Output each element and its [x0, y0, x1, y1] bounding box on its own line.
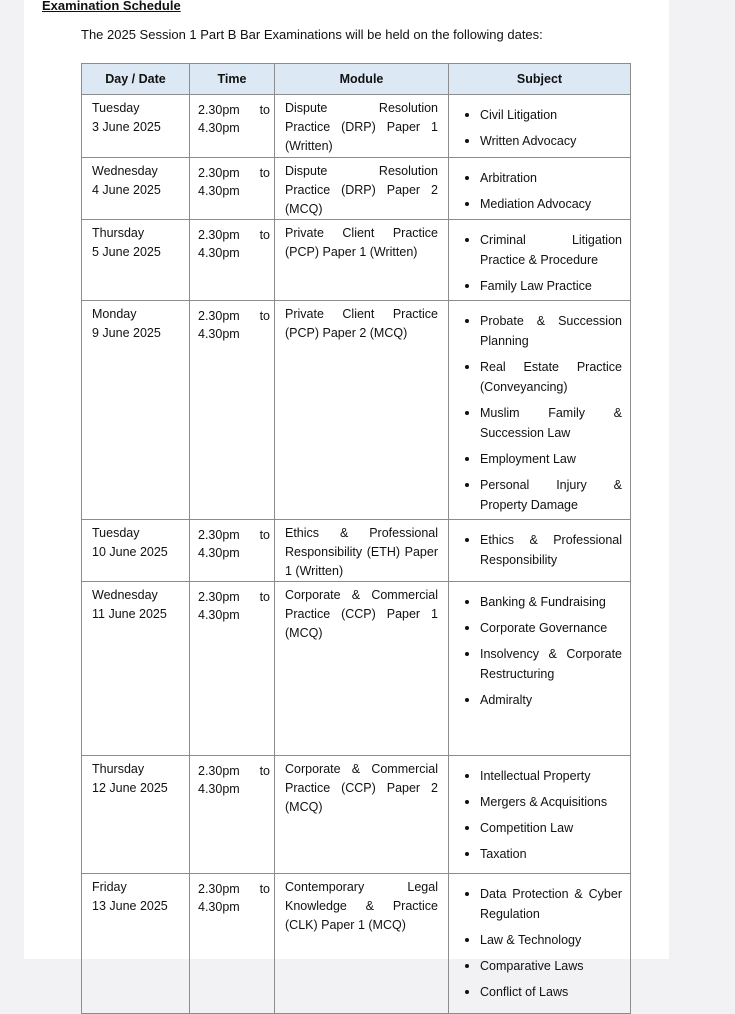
time-to: to: [259, 309, 270, 323]
time-end: 4.30pm: [198, 782, 240, 796]
time-start: 2.30pm: [198, 103, 240, 117]
date-label: 5 June 2025: [92, 245, 161, 259]
day-label: Wednesday: [92, 164, 158, 178]
subject-list: [480, 168, 622, 214]
day-date-cell: [82, 301, 190, 520]
subject-item: Corporate Governance: [459, 618, 622, 638]
date-label: 4 June 2025: [92, 183, 161, 197]
day-label: Wednesday: [92, 588, 158, 602]
subject-item: Employment Law: [459, 449, 622, 469]
table-row: [82, 158, 631, 220]
subject-cell: [449, 582, 631, 756]
subject-item: Muslim Family & Succession Law: [459, 403, 622, 443]
time-to: to: [259, 764, 270, 778]
subject-item: Competition Law: [459, 818, 622, 838]
module-cell: Dispute Resolution Practice (DRP) Paper 2 (MCQ): [275, 158, 449, 220]
column-header-subject: Subject: [449, 64, 631, 95]
time-to: to: [259, 590, 270, 604]
exam-schedule-table: [81, 63, 631, 1014]
subject-list: [480, 766, 622, 864]
subject-item: Criminal Litigation Practice & Procedure: [459, 230, 622, 270]
time-start: 2.30pm: [198, 528, 240, 542]
subject-item: Banking & Fundraising: [459, 592, 622, 612]
intro-paragraph: The 2025 Session 1 Part B Bar Examinations will be held on the following dates:: [81, 27, 543, 42]
time-end: 4.30pm: [198, 608, 240, 622]
time-start: 2.30pm: [198, 590, 240, 604]
time-end: 4.30pm: [198, 184, 240, 198]
date-label: 10 June 2025: [92, 545, 168, 559]
day-date-cell: [82, 158, 190, 220]
time-end: 4.30pm: [198, 327, 240, 341]
time-cell: [190, 582, 275, 756]
time-end: 4.30pm: [198, 246, 240, 260]
time-cell: [190, 301, 275, 520]
date-label: 12 June 2025: [92, 781, 168, 795]
module-cell: Contemporary Legal Knowledge & Practice (CLK) Paper 1 (MCQ): [275, 874, 449, 1014]
subject-item: Personal Injury & Property Damage: [459, 475, 622, 515]
day-label: Friday: [92, 880, 127, 894]
column-header-time: Time: [190, 64, 275, 95]
time-cell: [190, 220, 275, 301]
time-start: 2.30pm: [198, 166, 240, 180]
date-label: 13 June 2025: [92, 899, 168, 913]
day-label: Tuesday: [92, 526, 140, 540]
subject-cell: [449, 95, 631, 158]
time-cell: [190, 158, 275, 220]
module-cell: Private Client Practice (PCP) Paper 1 (Written): [275, 220, 449, 301]
time-start: 2.30pm: [198, 309, 240, 323]
subject-list: [480, 105, 622, 151]
column-header-day-date: Day / Date: [82, 64, 190, 95]
day-label: Monday: [92, 307, 137, 321]
time-to: to: [259, 228, 270, 242]
time-end: 4.30pm: [198, 546, 240, 560]
subject-item: Written Advocacy: [459, 131, 622, 151]
day-date-cell: [82, 520, 190, 582]
subject-cell: [449, 301, 631, 520]
subject-item: Intellectual Property: [459, 766, 622, 786]
section-heading: Examination Schedule: [42, 0, 181, 13]
date-label: 3 June 2025: [92, 120, 161, 134]
subject-item: Family Law Practice: [459, 276, 622, 296]
table-row: [82, 95, 631, 158]
time-cell: [190, 874, 275, 1014]
subject-item: Real Estate Practice (Conveyancing): [459, 357, 622, 397]
subject-list: [480, 884, 622, 1002]
subject-list: [480, 592, 622, 710]
time-to: to: [259, 528, 270, 542]
subject-item: Insolvency & Corporate Restructuring: [459, 644, 622, 684]
subject-cell: [449, 158, 631, 220]
subject-item: Probate & Succession Planning: [459, 311, 622, 351]
subject-list: [480, 530, 622, 570]
subject-item: Data Protection & Cyber Regulation: [459, 884, 622, 924]
subject-item: Conflict of Laws: [459, 982, 622, 1002]
time-cell: [190, 520, 275, 582]
date-label: 9 June 2025: [92, 326, 161, 340]
time-start: 2.30pm: [198, 882, 240, 896]
subject-cell: [449, 874, 631, 1014]
day-date-cell: [82, 582, 190, 756]
subject-cell: [449, 756, 631, 874]
subject-item: Mediation Advocacy: [459, 194, 622, 214]
table-header-row: [82, 64, 631, 95]
column-header-module: Module: [275, 64, 449, 95]
time-to: to: [259, 166, 270, 180]
module-cell: Corporate & Commercial Practice (CCP) Paper 2 (MCQ): [275, 756, 449, 874]
table-row: [82, 756, 631, 874]
table-row: [82, 301, 631, 520]
subject-cell: [449, 520, 631, 582]
subject-list: [480, 230, 622, 296]
table-row: [82, 874, 631, 1014]
day-label: Thursday: [92, 226, 145, 240]
day-label: Tuesday: [92, 101, 140, 115]
time-end: 4.30pm: [198, 900, 240, 914]
subject-item: Ethics & Professional Responsibility: [459, 530, 622, 570]
module-cell: Private Client Practice (PCP) Paper 2 (MCQ): [275, 301, 449, 520]
table-row: [82, 220, 631, 301]
subject-item: Law & Technology: [459, 930, 622, 950]
day-date-cell: [82, 220, 190, 301]
subject-cell: [449, 220, 631, 301]
subject-item: Taxation: [459, 844, 622, 864]
time-end: 4.30pm: [198, 121, 240, 135]
module-cell: Dispute Resolution Practice (DRP) Paper 1 (Written): [275, 95, 449, 158]
time-cell: [190, 95, 275, 158]
module-cell: Corporate & Commercial Practice (CCP) Paper 1 (MCQ): [275, 582, 449, 756]
time-to: to: [259, 103, 270, 117]
time-start: 2.30pm: [198, 764, 240, 778]
time-cell: [190, 756, 275, 874]
day-date-cell: [82, 874, 190, 1014]
subject-item: Comparative Laws: [459, 956, 622, 976]
subject-item: Civil Litigation: [459, 105, 622, 125]
table-row: [82, 582, 631, 756]
subject-item: Admiralty: [459, 690, 622, 710]
day-date-cell: [82, 95, 190, 158]
day-date-cell: [82, 756, 190, 874]
date-label: 11 June 2025: [92, 607, 167, 621]
day-label: Thursday: [92, 762, 145, 776]
subject-list: [480, 311, 622, 515]
table-row: [82, 520, 631, 582]
module-cell: Ethics & Professional Responsibility (ETH) Paper 1 (Written): [275, 520, 449, 582]
subject-item: Mergers & Acquisitions: [459, 792, 622, 812]
time-to: to: [259, 882, 270, 896]
time-start: 2.30pm: [198, 228, 240, 242]
subject-item: Arbitration: [459, 168, 622, 188]
